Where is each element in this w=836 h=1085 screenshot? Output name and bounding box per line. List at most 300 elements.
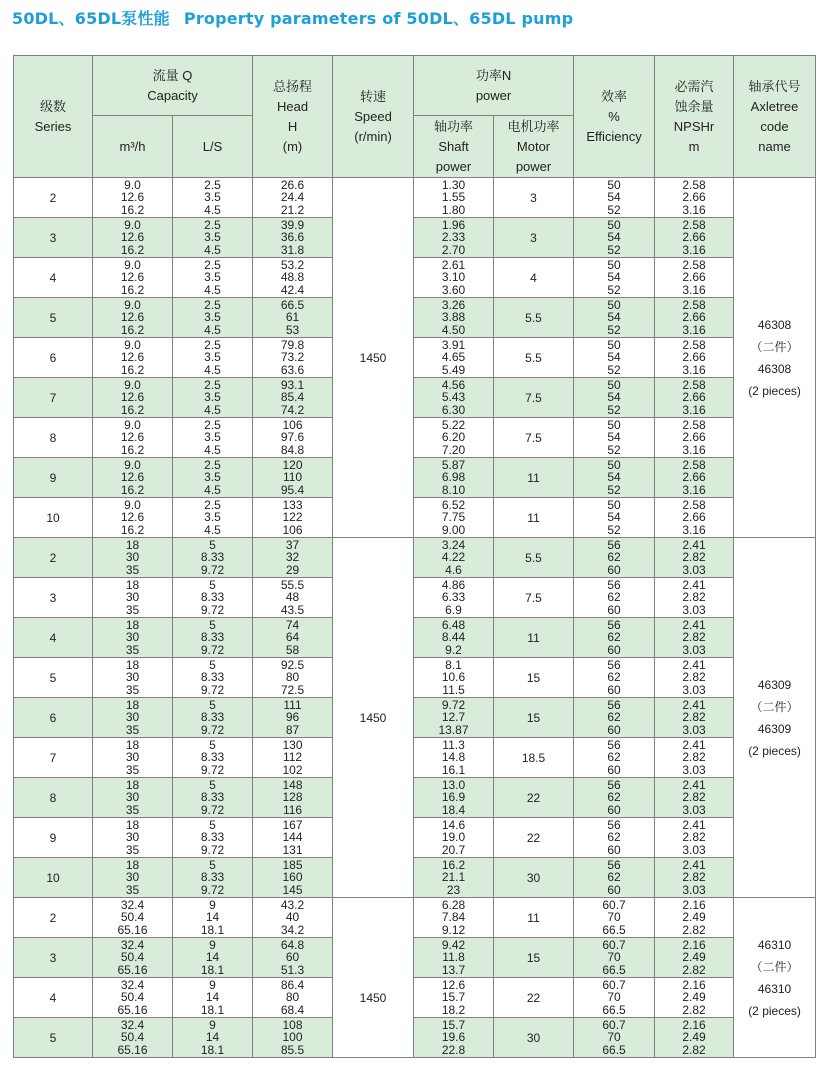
- series-cell: 9: [14, 458, 93, 498]
- capacity-m3h-cell-value: 9.0: [124, 258, 141, 273]
- capacity-m3h-cell: [93, 458, 173, 498]
- capacity-ls-cell-value: 14: [205, 910, 220, 925]
- efficiency-cell-value: 70: [607, 1030, 621, 1045]
- efficiency-cell-value: 50: [607, 418, 621, 433]
- capacity-ls-cell-value: 14: [205, 990, 220, 1005]
- efficiency-cell-value: 60.7: [602, 1018, 626, 1033]
- capacity-ls-cell: [173, 458, 253, 498]
- capacity-ls-cell-value: 5: [209, 738, 216, 753]
- shaft-power-cell-value: 13.87: [438, 722, 469, 737]
- shaft-power-cell-value: 6.20: [441, 430, 466, 445]
- efficiency-cell-value: 56: [607, 778, 621, 793]
- npshr-cell-value: 2.66: [682, 230, 706, 245]
- npshr-cell-value: 2.58: [682, 298, 706, 313]
- capacity-m3h-cell-value: 12.6: [120, 270, 145, 285]
- head-cell: [253, 418, 333, 458]
- capacity-m3h-cell-value: 18: [125, 698, 140, 713]
- npshr-cell-value: 3.16: [682, 242, 706, 257]
- head-cell: [253, 298, 333, 338]
- series-cell: 10: [14, 498, 93, 538]
- shaft-power-cell: [414, 778, 494, 818]
- capacity-ls-cell-value: 9: [209, 938, 216, 953]
- capacity-ls-cell-value: 2.5: [204, 378, 221, 393]
- npshr-cell-value: 2.82: [682, 962, 706, 977]
- capacity-ls-cell-value: 9.72: [200, 802, 225, 817]
- speed-blank-cell: [333, 1018, 414, 1058]
- axletree-code-line: （二件）: [750, 959, 799, 974]
- capacity-m3h-cell-value: 65.16: [117, 1002, 148, 1017]
- speed-blank-cell: [333, 938, 414, 978]
- npshr-cell-value: 3.16: [682, 402, 706, 417]
- capacity-m3h-cell-value: 16.2: [120, 442, 145, 457]
- shaft-power-cell-value: 6.30: [441, 402, 466, 417]
- head-cell-value: 100: [282, 1030, 303, 1045]
- capacity-ls-cell-value: 3.5: [204, 350, 221, 365]
- speed-blank-cell: [333, 858, 414, 898]
- head-cell-value: 106: [282, 522, 303, 537]
- npshr-cell-value: 2.82: [682, 630, 706, 645]
- head-cell-value: 133: [282, 498, 303, 513]
- npshr-cell-value: 2.58: [682, 378, 706, 393]
- axletree-code-line: （二件）: [750, 699, 799, 714]
- shaft-power-cell-value: 9.72: [441, 698, 466, 713]
- efficiency-cell: [574, 898, 655, 938]
- capacity-ls-cell: [173, 338, 253, 378]
- capacity-m3h-cell-value: 16.2: [120, 482, 145, 497]
- head-cell-value: 84.8: [280, 442, 305, 457]
- efficiency-cell-value: 50: [607, 338, 621, 353]
- capacity-ls-cell-value: 18.1: [200, 922, 225, 937]
- npshr-cell-value: 3.16: [682, 362, 706, 377]
- table-row: [14, 218, 816, 258]
- capacity-m3h-cell-value: 32.4: [120, 938, 145, 953]
- shaft-power-cell-value: 1.80: [441, 202, 466, 217]
- npshr-cell-value: 3.03: [682, 722, 706, 737]
- efficiency-cell: [574, 978, 655, 1018]
- capacity-ls-cell-value: 3.5: [204, 390, 221, 405]
- series-cell: 7: [14, 738, 93, 778]
- shaft-power-cell-value: 3.10: [441, 270, 466, 285]
- efficiency-cell: [574, 698, 655, 738]
- shaft-power-cell-value: 4.22: [441, 550, 466, 565]
- efficiency-cell-value: 66.5: [602, 962, 626, 977]
- capacity-ls-cell: [173, 738, 253, 778]
- shaft-power-cell: [414, 978, 494, 1018]
- shaft-power-cell: [414, 818, 494, 858]
- efficiency-cell-value: 54: [607, 430, 621, 445]
- npshr-cell-value: 2.16: [682, 938, 706, 953]
- table-body: [14, 178, 816, 1058]
- capacity-m3h-cell-value: 16.2: [120, 522, 145, 537]
- efficiency-cell: [574, 818, 655, 858]
- head-cell-value: 106: [282, 418, 303, 433]
- capacity-m3h-cell-value: 30: [125, 630, 140, 645]
- axletree-code-cell: [734, 898, 816, 1058]
- head-cell-value: 93.1: [280, 378, 305, 393]
- series-cell: 6: [14, 338, 93, 378]
- speed-blank-cell: [333, 778, 414, 818]
- capacity-ls-cell-value: 4.5: [204, 282, 221, 297]
- head-cell-value: 80: [285, 990, 300, 1005]
- shaft-power-cell: [414, 378, 494, 418]
- efficiency-cell-value: 62: [607, 630, 621, 645]
- efficiency-cell-value: 54: [607, 510, 621, 525]
- shaft-power-cell-value: 2.33: [441, 230, 466, 245]
- npshr-cell: [655, 938, 734, 978]
- capacity-m3h-cell-value: 9.0: [124, 298, 141, 313]
- efficiency-cell-value: 52: [607, 522, 621, 537]
- capacity-ls-cell-value: 9.72: [200, 842, 225, 857]
- capacity-ls-cell: [173, 498, 253, 538]
- shaft-power-cell: [414, 178, 494, 218]
- head-cell-value: 40: [285, 910, 300, 925]
- capacity-m3h-cell-value: 30: [125, 790, 140, 805]
- capacity-m3h-cell-value: 65.16: [117, 1042, 148, 1057]
- motor-power-cell: 5.5: [494, 538, 574, 578]
- efficiency-cell-value: 56: [607, 618, 621, 633]
- capacity-m3h-cell-value: 35: [125, 722, 140, 737]
- efficiency-cell-value: 60: [607, 842, 621, 857]
- capacity-m3h-cell: [93, 218, 173, 258]
- page-title: [12, 7, 573, 31]
- efficiency-cell: [574, 938, 655, 978]
- motor-power-cell: 11: [494, 498, 574, 538]
- head-cell-value: 86.4: [280, 978, 305, 993]
- series-cell: 8: [14, 418, 93, 458]
- npshr-cell: [655, 258, 734, 298]
- series-cell: 9: [14, 818, 93, 858]
- table-row: [14, 578, 816, 618]
- shaft-power-cell-value: 6.9: [445, 602, 462, 617]
- capacity-ls-cell-value: 3.5: [204, 430, 221, 445]
- npshr-cell-value: 2.82: [682, 830, 706, 845]
- efficiency-cell-value: 62: [607, 750, 621, 765]
- efficiency-cell-value: 62: [607, 790, 621, 805]
- series-cell: 5: [14, 658, 93, 698]
- npshr-cell-value: 3.03: [682, 802, 706, 817]
- series-cell: 5: [14, 1018, 93, 1058]
- table-row: [14, 178, 816, 218]
- capacity-m3h-cell-value: 12.6: [120, 470, 145, 485]
- table-row: [14, 658, 816, 698]
- capacity-m3h-cell-value: 35: [125, 642, 140, 657]
- shaft-power-cell-value: 10.6: [441, 670, 466, 685]
- head-cell-value: 85.4: [280, 390, 305, 405]
- shaft-power-cell: [414, 538, 494, 578]
- npshr-cell-value: 2.58: [682, 258, 706, 273]
- motor-power-cell: 22: [494, 978, 574, 1018]
- capacity-m3h-cell-value: 9.0: [124, 338, 141, 353]
- axletree-code-line: 46310: [757, 981, 792, 996]
- header-motor-power: 电机功率 Motor power: [494, 116, 574, 178]
- capacity-ls-cell: [173, 818, 253, 858]
- efficiency-cell-value: 70: [607, 990, 621, 1005]
- npshr-cell-value: 2.58: [682, 498, 706, 513]
- shaft-power-cell-value: 11.8: [442, 950, 465, 965]
- capacity-ls-cell-value: 4.5: [204, 242, 221, 257]
- motor-power-cell: 5.5: [494, 338, 574, 378]
- shaft-power-cell-value: 12.6: [441, 978, 466, 993]
- npshr-cell-value: 2.82: [682, 550, 706, 565]
- head-cell-value: 48.8: [280, 270, 305, 285]
- head-cell: [253, 538, 333, 578]
- capacity-m3h-cell-value: 35: [125, 882, 140, 897]
- capacity-m3h-cell-value: 35: [125, 762, 140, 777]
- npshr-cell-value: 2.49: [682, 990, 706, 1005]
- capacity-ls-cell: [173, 698, 253, 738]
- head-cell-value: 112: [282, 750, 303, 765]
- capacity-ls-cell-value: 5: [209, 778, 216, 793]
- efficiency-cell-value: 56: [607, 858, 621, 873]
- motor-power-cell: 22: [494, 818, 574, 858]
- shaft-power-cell-value: 8.10: [441, 482, 466, 497]
- npshr-cell-value: 2.49: [682, 1030, 706, 1045]
- shaft-power-cell: [414, 938, 494, 978]
- head-cell-value: 66.5: [280, 298, 305, 313]
- npshr-cell-value: 2.82: [682, 670, 706, 685]
- capacity-m3h-cell-value: 18: [125, 738, 140, 753]
- head-cell: [253, 898, 333, 938]
- shaft-power-cell-value: 7.84: [441, 910, 466, 925]
- speed-blank-cell: [333, 458, 414, 498]
- head-cell-value: 21.2: [280, 202, 305, 217]
- series-cell: 2: [14, 178, 93, 218]
- capacity-m3h-cell-value: 18: [125, 858, 140, 873]
- capacity-ls-cell: [173, 938, 253, 978]
- npshr-cell: [655, 778, 734, 818]
- npshr-cell-value: 2.41: [682, 738, 706, 753]
- capacity-ls-cell-value: 9.72: [200, 722, 225, 737]
- capacity-m3h-cell-value: 30: [125, 830, 140, 845]
- capacity-m3h-cell-value: 30: [125, 590, 140, 605]
- npshr-cell: [655, 818, 734, 858]
- capacity-m3h-cell-value: 30: [125, 750, 140, 765]
- npshr-cell-value: 2.66: [682, 310, 706, 325]
- efficiency-cell-value: 50: [607, 458, 621, 473]
- efficiency-cell: [574, 778, 655, 818]
- head-cell-value: 92.5: [280, 658, 305, 673]
- head-cell-value: 73.2: [280, 350, 305, 365]
- efficiency-cell: [574, 738, 655, 778]
- capacity-m3h-cell-value: 32.4: [120, 1018, 145, 1033]
- head-cell-value: 128: [282, 790, 303, 805]
- npshr-cell-value: 3.03: [682, 762, 706, 777]
- head-cell-value: 74.2: [280, 402, 305, 417]
- table-row: [14, 298, 816, 338]
- shaft-power-cell-value: 5.43: [441, 390, 466, 405]
- efficiency-cell-value: 54: [607, 190, 621, 205]
- capacity-ls-cell-value: 8.33: [200, 870, 225, 885]
- capacity-m3h-cell-value: 30: [125, 670, 140, 685]
- axletree-code-line: (2 pieces): [748, 383, 801, 398]
- npshr-cell-value: 2.58: [682, 458, 706, 473]
- axletree-code-cell: [734, 538, 816, 898]
- axletree-code-line: 46308: [757, 361, 792, 376]
- shaft-power-cell-value: 9.00: [441, 522, 466, 537]
- series-cell: 3: [14, 218, 93, 258]
- motor-power-cell: 18.5: [494, 738, 574, 778]
- npshr-cell-value: 2.82: [682, 750, 706, 765]
- header-efficiency: 效率 % Efficiency: [574, 56, 655, 178]
- shaft-power-cell-value: 6.98: [441, 470, 466, 485]
- shaft-power-cell-value: 13.0: [441, 778, 466, 793]
- title-en: Property parameters of 50DL、65DL pump: [183, 9, 574, 28]
- shaft-power-cell: [414, 258, 494, 298]
- table-row: [14, 738, 816, 778]
- head-cell-value: 60: [285, 950, 300, 965]
- head-cell-value: 61: [285, 310, 300, 325]
- capacity-m3h-cell-value: 18: [125, 818, 140, 833]
- axletree-code-line: (2 pieces): [748, 743, 801, 758]
- capacity-m3h-cell-value: 12.6: [120, 310, 145, 325]
- shaft-power-cell: [414, 498, 494, 538]
- header-m3h: m³/h: [93, 116, 173, 178]
- capacity-m3h-cell: [93, 698, 173, 738]
- capacity-ls-cell-value: 5: [209, 618, 216, 633]
- head-cell-value: 55.5: [280, 578, 305, 593]
- motor-power-cell: 3: [494, 218, 574, 258]
- head-cell: [253, 738, 333, 778]
- head-cell-value: 96: [285, 710, 300, 725]
- capacity-m3h-cell: [93, 578, 173, 618]
- efficiency-cell: [574, 658, 655, 698]
- shaft-power-cell: [414, 1018, 494, 1058]
- npshr-cell-value: 2.66: [682, 270, 706, 285]
- capacity-m3h-cell-value: 18: [125, 578, 140, 593]
- npshr-cell-value: 2.41: [682, 538, 706, 553]
- capacity-m3h-cell: [93, 658, 173, 698]
- head-cell: [253, 178, 333, 218]
- capacity-m3h-cell-value: 16.2: [120, 242, 145, 257]
- head-cell-value: 31.8: [280, 242, 305, 257]
- capacity-ls-cell-value: 3.5: [204, 190, 221, 205]
- npshr-cell-value: 2.58: [682, 418, 706, 433]
- head-cell: [253, 218, 333, 258]
- capacity-ls-cell-value: 5: [209, 578, 216, 593]
- npshr-cell: [655, 418, 734, 458]
- head-cell-value: 68.4: [280, 1002, 305, 1017]
- motor-power-cell: 7.5: [494, 378, 574, 418]
- shaft-power-cell-value: 1.96: [441, 218, 466, 233]
- shaft-power-cell-value: 4.56: [441, 378, 466, 393]
- motor-power-cell: 5.5: [494, 298, 574, 338]
- efficiency-cell-value: 50: [607, 218, 621, 233]
- head-cell-value: 32: [285, 550, 300, 565]
- efficiency-cell: [574, 618, 655, 658]
- npshr-cell-value: 2.41: [682, 818, 706, 833]
- head-cell-value: 42.4: [280, 282, 305, 297]
- head-cell-value: 95.4: [280, 482, 305, 497]
- shaft-power-cell-value: 4.6: [445, 562, 462, 577]
- capacity-m3h-cell-value: 18: [125, 778, 140, 793]
- head-cell-value: 39.9: [280, 218, 305, 233]
- motor-power-cell: 15: [494, 698, 574, 738]
- series-cell: 4: [14, 978, 93, 1018]
- efficiency-cell-value: 62: [607, 550, 621, 565]
- head-cell-value: 51.3: [280, 962, 305, 977]
- efficiency-cell: [574, 458, 655, 498]
- npshr-cell: [655, 618, 734, 658]
- capacity-ls-cell-value: 5: [209, 858, 216, 873]
- capacity-m3h-cell-value: 12.6: [120, 390, 145, 405]
- speed-blank-cell: [333, 538, 414, 578]
- shaft-power-cell-value: 3.91: [441, 338, 466, 353]
- npshr-cell: [655, 538, 734, 578]
- npshr-cell-value: 3.16: [682, 202, 706, 217]
- head-cell-value: 148: [282, 778, 303, 793]
- efficiency-cell-value: 52: [607, 282, 621, 297]
- npshr-cell-value: 3.03: [682, 842, 706, 857]
- shaft-power-cell-value: 11.5: [442, 682, 465, 697]
- title-cn: 50DL、65DL泵性能: [12, 9, 170, 28]
- capacity-m3h-cell-value: 35: [125, 842, 140, 857]
- shaft-power-cell-value: 7.20: [441, 442, 466, 457]
- shaft-power-cell-value: 22.8: [441, 1042, 466, 1057]
- motor-power-cell: 30: [494, 858, 574, 898]
- speed-blank-cell: [333, 498, 414, 538]
- table-row: [14, 698, 816, 738]
- series-cell: 6: [14, 698, 93, 738]
- axletree-code-line: 46309: [757, 677, 792, 692]
- npshr-cell-value: 2.58: [682, 178, 706, 193]
- motor-power-cell: 11: [494, 618, 574, 658]
- capacity-m3h-cell-value: 12.6: [120, 430, 145, 445]
- shaft-power-cell-value: 5.49: [441, 362, 466, 377]
- table-row: [14, 978, 816, 1018]
- npshr-cell: [655, 298, 734, 338]
- motor-power-cell: 4: [494, 258, 574, 298]
- efficiency-cell-value: 52: [607, 482, 621, 497]
- series-cell: 10: [14, 858, 93, 898]
- capacity-ls-cell-value: 3.5: [204, 230, 221, 245]
- efficiency-cell-value: 60: [607, 642, 621, 657]
- head-cell-value: 87: [285, 722, 300, 737]
- capacity-m3h-cell-value: 30: [125, 710, 140, 725]
- capacity-m3h-cell-value: 32.4: [120, 898, 145, 913]
- npshr-cell-value: 2.41: [682, 658, 706, 673]
- efficiency-cell-value: 52: [607, 442, 621, 457]
- table-row: [14, 818, 816, 858]
- shaft-power-cell-value: 12.7: [441, 710, 466, 725]
- shaft-power-cell-value: 3.60: [441, 282, 466, 297]
- efficiency-cell-value: 56: [607, 738, 621, 753]
- efficiency-cell-value: 50: [607, 498, 621, 513]
- npshr-cell-value: 2.58: [682, 338, 706, 353]
- capacity-ls-cell-value: 4.5: [204, 202, 221, 217]
- shaft-power-cell-value: 4.65: [441, 350, 466, 365]
- shaft-power-cell-value: 5.87: [441, 458, 466, 473]
- head-cell: [253, 258, 333, 298]
- capacity-ls-cell-value: 3.5: [204, 510, 221, 525]
- npshr-cell: [655, 378, 734, 418]
- efficiency-cell: [574, 338, 655, 378]
- npshr-cell-value: 2.16: [682, 1018, 706, 1033]
- npshr-cell-value: 3.16: [682, 482, 706, 497]
- capacity-ls-cell-value: 9.72: [200, 882, 225, 897]
- capacity-ls-cell-value: 2.5: [204, 458, 221, 473]
- capacity-m3h-cell-value: 9.0: [124, 418, 141, 433]
- efficiency-cell-value: 56: [607, 698, 621, 713]
- series-cell: 3: [14, 938, 93, 978]
- table-row: [14, 898, 816, 938]
- capacity-m3h-cell: [93, 938, 173, 978]
- capacity-ls-cell-value: 8.33: [200, 630, 225, 645]
- capacity-m3h-cell-value: 9.0: [124, 218, 141, 233]
- capacity-m3h-cell-value: 16.2: [120, 322, 145, 337]
- motor-power-cell: 7.5: [494, 418, 574, 458]
- efficiency-cell-value: 62: [607, 870, 621, 885]
- npshr-cell: [655, 498, 734, 538]
